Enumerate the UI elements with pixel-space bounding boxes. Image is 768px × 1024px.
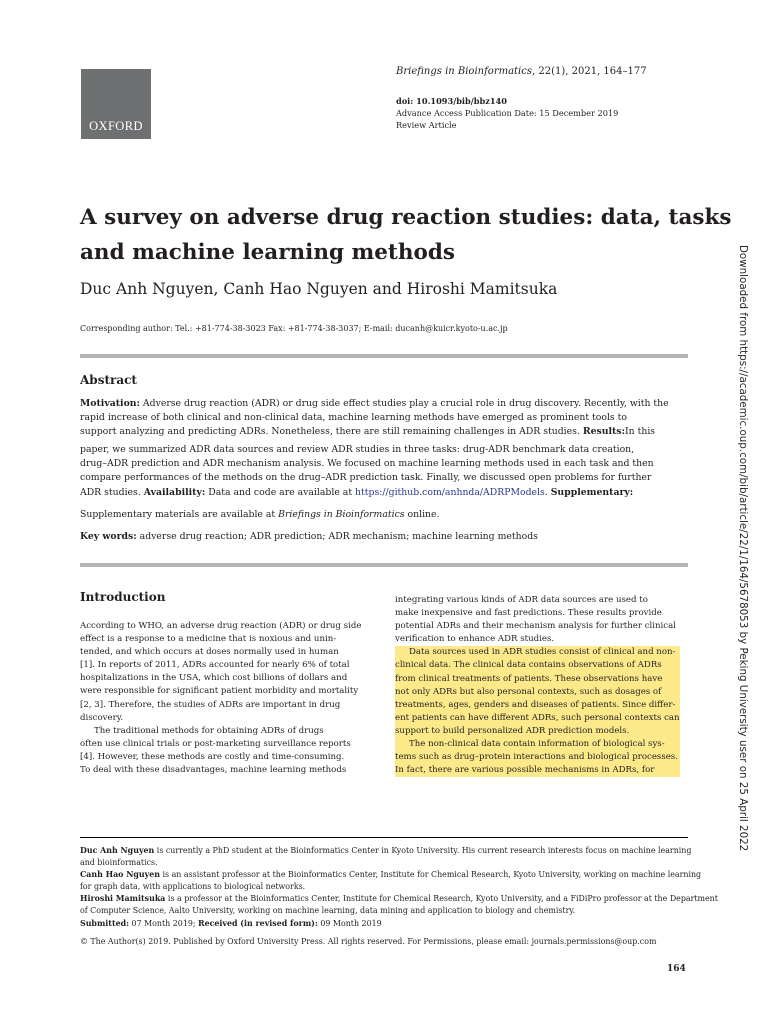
copyright: © The Author(s) 2019. Published by Oxford University Press. All rights reserved. For Permissions, please email: journals.permissions@oup.com [80, 937, 657, 946]
title-line-1: A survey on adverse drug reaction studies: data, tasks [80, 205, 732, 230]
highlighted-line[interactable]: tems such as drug–protein interactions and biological processes. [395, 751, 680, 764]
body-line: integrating various kinds of ADR data sources are used to [395, 595, 648, 605]
highlighted-line[interactable]: support to build personalized ADR prediction models. [395, 725, 680, 738]
bio-line: of Computer Science, Aalto University, working on machine learning, data mining and application to biology and chemistry. [80, 906, 576, 916]
intro-left-column [80, 620, 361, 777]
authors: Duc Anh Nguyen, Canh Hao Nguyen and Hiroshi Mamitsuka [80, 280, 558, 298]
intro-right-column [395, 594, 680, 777]
doi[interactable]: doi: 10.1093/bib/bbz140 [396, 96, 507, 106]
highlighted-line[interactable]: from clinical treatments of patients. These observations have [395, 673, 680, 686]
oxford-logo [81, 69, 151, 139]
highlighted-line[interactable]: clinical data. The clinical data contains observations of ADRs [395, 659, 680, 672]
title-line-2: and machine learning methods [80, 240, 455, 265]
bio-line: Hiroshi Mamitsuka is a professor at the Bioinformatics Center, Institute for Chemical Research, Kyoto University, and a FiDiPro professor at the Department [80, 894, 718, 904]
results-label: Results: [582, 426, 625, 438]
highlighted-line[interactable]: In fact, there are various possible mechanisms in ADRs, for [395, 764, 680, 777]
download-watermark: Downloaded from https://academic.oup.com/bib/article/22/1/164/5678053 by Peking University user on 25 April 2022 [737, 245, 749, 852]
highlighted-line[interactable]: Data sources used in ADR studies consist of clinical and non- [395, 646, 680, 659]
body-line: According to WHO, an adverse drug reaction (ADR) or drug side [80, 621, 362, 631]
journal-volume: , 22(1), 2021, 164–177 [532, 66, 647, 77]
abstract-line: Motivation: Adverse drug reaction (ADR) or drug side effect studies play a crucial role in drug discovery. Recently, with the [80, 398, 669, 409]
abstract-top-rule [80, 354, 688, 358]
body-line: often use clinical trials or post-marketing surveillance reports [80, 738, 351, 749]
highlighted-line[interactable]: The non-clinical data contain information of biological sys- [395, 738, 680, 751]
abstract-line: rapid increase of both clinical and non-clinical data, machine learning methods have emerged as prominent tools to [80, 412, 627, 424]
body-line: were responsible for significant patient morbidity and mortality [80, 686, 359, 697]
motivation-label: Motivation: [80, 398, 140, 409]
abstract-line: support analyzing and predicting ADRs. Nonetheless, there are still remaining challenges in ADR studies. Results:In this [80, 426, 656, 438]
keywords-text: adverse drug reaction; ADR prediction; ADR mechanism; machine learning methods [136, 531, 538, 542]
abstract-line: ADR studies. Availability: Data and code are available at https://github.com/anhnda/ADRPModels. Supplementary: [80, 486, 634, 498]
body-line: [2, 3]. Therefore, the studies of ADRs are important in drug [80, 699, 341, 710]
corresponding-author: Corresponding author: Tel.: +81-774-38-3023 Fax: +81-774-38-3037; E-mail: ducanh@kuicr.kyoto-u.ac.jp [80, 324, 508, 333]
supplementary-line: Supplementary materials are available at Briefings in Bioinformatics online. [80, 509, 440, 520]
abstract-heading: Abstract [80, 373, 137, 387]
submission-dates: Submitted: 07 Month 2019; Received (in revised form): 09 Month 2019 [80, 918, 382, 928]
introduction-heading: Introduction [80, 590, 166, 604]
body-line: tended, and which occurs at doses normally used in human [80, 647, 339, 658]
bio-line: and bioinformatics. [80, 858, 158, 868]
journal-italic: Briefings in Bioinformatics [278, 509, 405, 520]
abstract-body-continued [80, 443, 678, 500]
body-line: discovery. [80, 712, 124, 723]
supplementary-label: Supplementary: [550, 486, 634, 498]
keywords [80, 531, 538, 542]
highlighted-line[interactable]: ent patients can have different ADRs, such personal contexts can [395, 712, 680, 725]
github-link[interactable]: https://github.com/anhnda/ADRPModels [355, 486, 545, 498]
abstract-line: compare performances of the methods on the drug–ADR prediction task. Finally, we discussed open problems for further [80, 472, 652, 484]
author-bios [80, 845, 718, 930]
body-line: [1]. In reports of 2011, ADRs accounted for nearly 6% of total [80, 660, 350, 671]
keywords-label: Key words: [80, 531, 137, 542]
body-line: make inexpensive and fast predictions. These results provide [395, 608, 662, 619]
body-line: hospitalizations in the USA, which cost billions of dollars and [80, 673, 348, 684]
highlighted-line[interactable]: treatments, ages, genders and diseases of patients. Since differ- [395, 699, 680, 712]
abstract-bottom-rule [80, 563, 688, 567]
abstract-line: paper, we summarized ADR data sources and review ADR studies in three tasks: drug-ADR benchmark data creation, [80, 444, 635, 455]
footnote-rule [80, 837, 688, 838]
body-line: [4]. However, these methods are costly and time-consuming. [80, 751, 345, 762]
body-line: verification to enhance ADR studies. [395, 634, 555, 645]
body-line: potential ADRs and their mechanism analysis for further clinical [395, 621, 676, 632]
journal-name: Briefings in Bioinformatics [396, 66, 532, 77]
page-number: 164 [667, 964, 686, 974]
bio-line: Canh Hao Nguyen is an assistant professor at the Bioinformatics Center, Institute for Chemical Research, Kyoto University, working on machine learning [80, 870, 702, 880]
highlighted-line[interactable]: not only ADRs but also personal contexts, such as dosages of [395, 686, 680, 699]
logo-text: OXFORD [89, 119, 143, 133]
body-line: effect is a response to a medicine that is noxious and unin- [80, 634, 337, 645]
body-line: To deal with these disadvantages, machine learning methods [80, 765, 347, 776]
body-line: The traditional methods for obtaining ADRs of drugs [94, 725, 324, 736]
bio-line: Duc Anh Nguyen is currently a PhD student at the Bioinformatics Center in Kyoto University. His current research interests focus on machine learning [80, 846, 692, 855]
bio-line: for graph data, with applications to biological networks. [80, 882, 306, 892]
abstract-line: drug–ADR prediction and ADR mechanism analysis. We focused on machine learning methods used in each task and then [80, 458, 654, 470]
abstract-body [80, 397, 678, 440]
availability-label: Availability: [143, 486, 206, 498]
advance-access-date: Advance Access Publication Date: 15 December 2019 [396, 108, 619, 118]
journal-citation [396, 66, 647, 77]
article-type: Review Article [396, 120, 457, 130]
article-title [80, 200, 732, 270]
